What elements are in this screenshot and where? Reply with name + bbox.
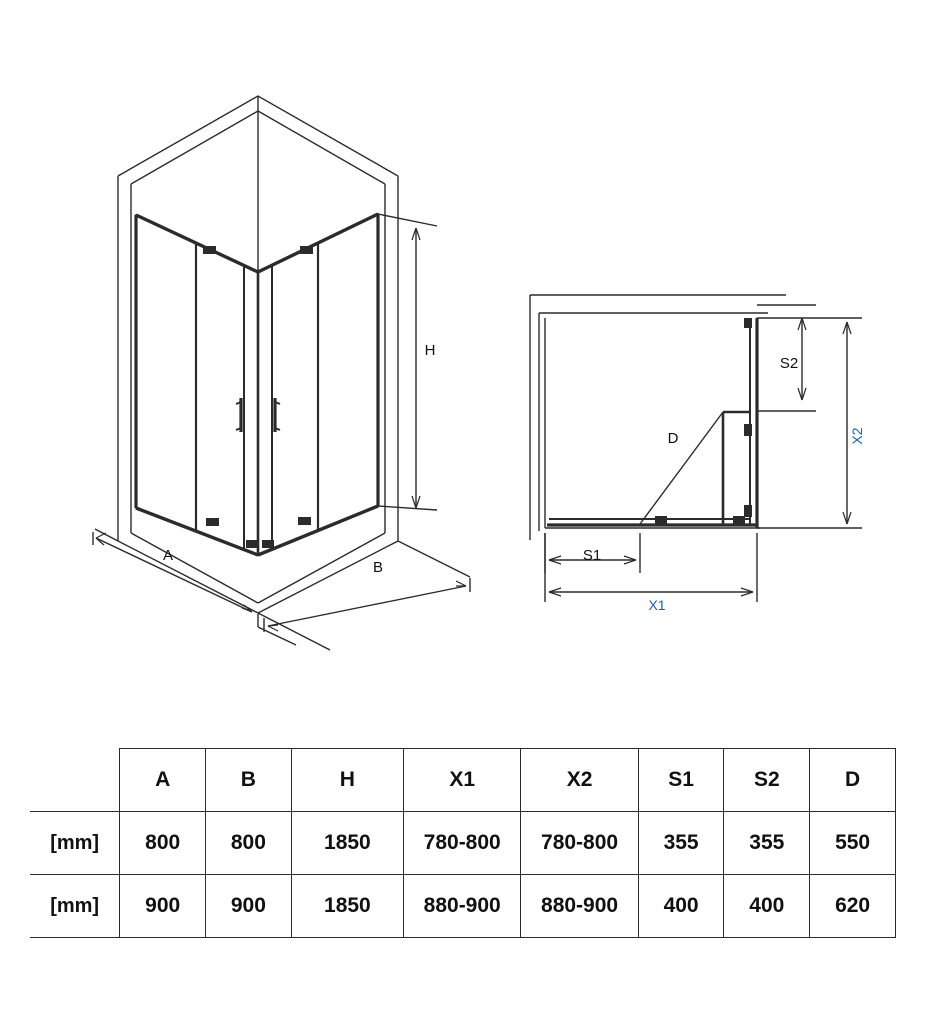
cell-x1: 780-800 [404,812,521,875]
table-header-h: H [291,749,403,812]
label-X1: X1 [648,597,666,613]
table-header-d: D [810,749,896,812]
cell-s2: 400 [724,875,810,938]
table-header-x1: X1 [404,749,521,812]
cell-h: 1850 [291,812,403,875]
spec-table-container [30,748,896,938]
perspective-view [93,96,470,650]
table-header-row [30,749,896,812]
label-A: A [162,547,174,564]
label-S2: S2 [779,355,799,372]
label-X2: X2 [849,427,865,445]
table-header-s2: S2 [724,749,810,812]
table-header-b: B [206,749,292,812]
label-D: D [667,430,679,447]
row-unit: [mm] [30,875,120,938]
cell-s1: 355 [638,812,724,875]
row-unit: [mm] [30,812,120,875]
cell-d: 620 [810,875,896,938]
cell-b: 900 [206,875,292,938]
top-plan-view [530,295,862,602]
cell-x1: 880-900 [404,875,521,938]
cell-h: 1850 [291,875,403,938]
cell-x2: 880-900 [521,875,638,938]
table-header-a: A [120,749,206,812]
cell-d: 550 [810,812,896,875]
table-header-s1: S1 [638,749,724,812]
dimensions-table [30,748,896,938]
label-H: H [424,342,436,359]
table-header-x2: X2 [521,749,638,812]
cell-a: 800 [120,812,206,875]
cell-a: 900 [120,875,206,938]
cell-b: 800 [206,812,292,875]
cell-x2: 780-800 [521,812,638,875]
cell-s1: 400 [638,875,724,938]
table-header-corner [30,749,120,812]
label-B: B [372,559,384,576]
table-row [30,812,896,875]
table-row [30,875,896,938]
cell-s2: 355 [724,812,810,875]
label-S1: S1 [582,547,602,564]
